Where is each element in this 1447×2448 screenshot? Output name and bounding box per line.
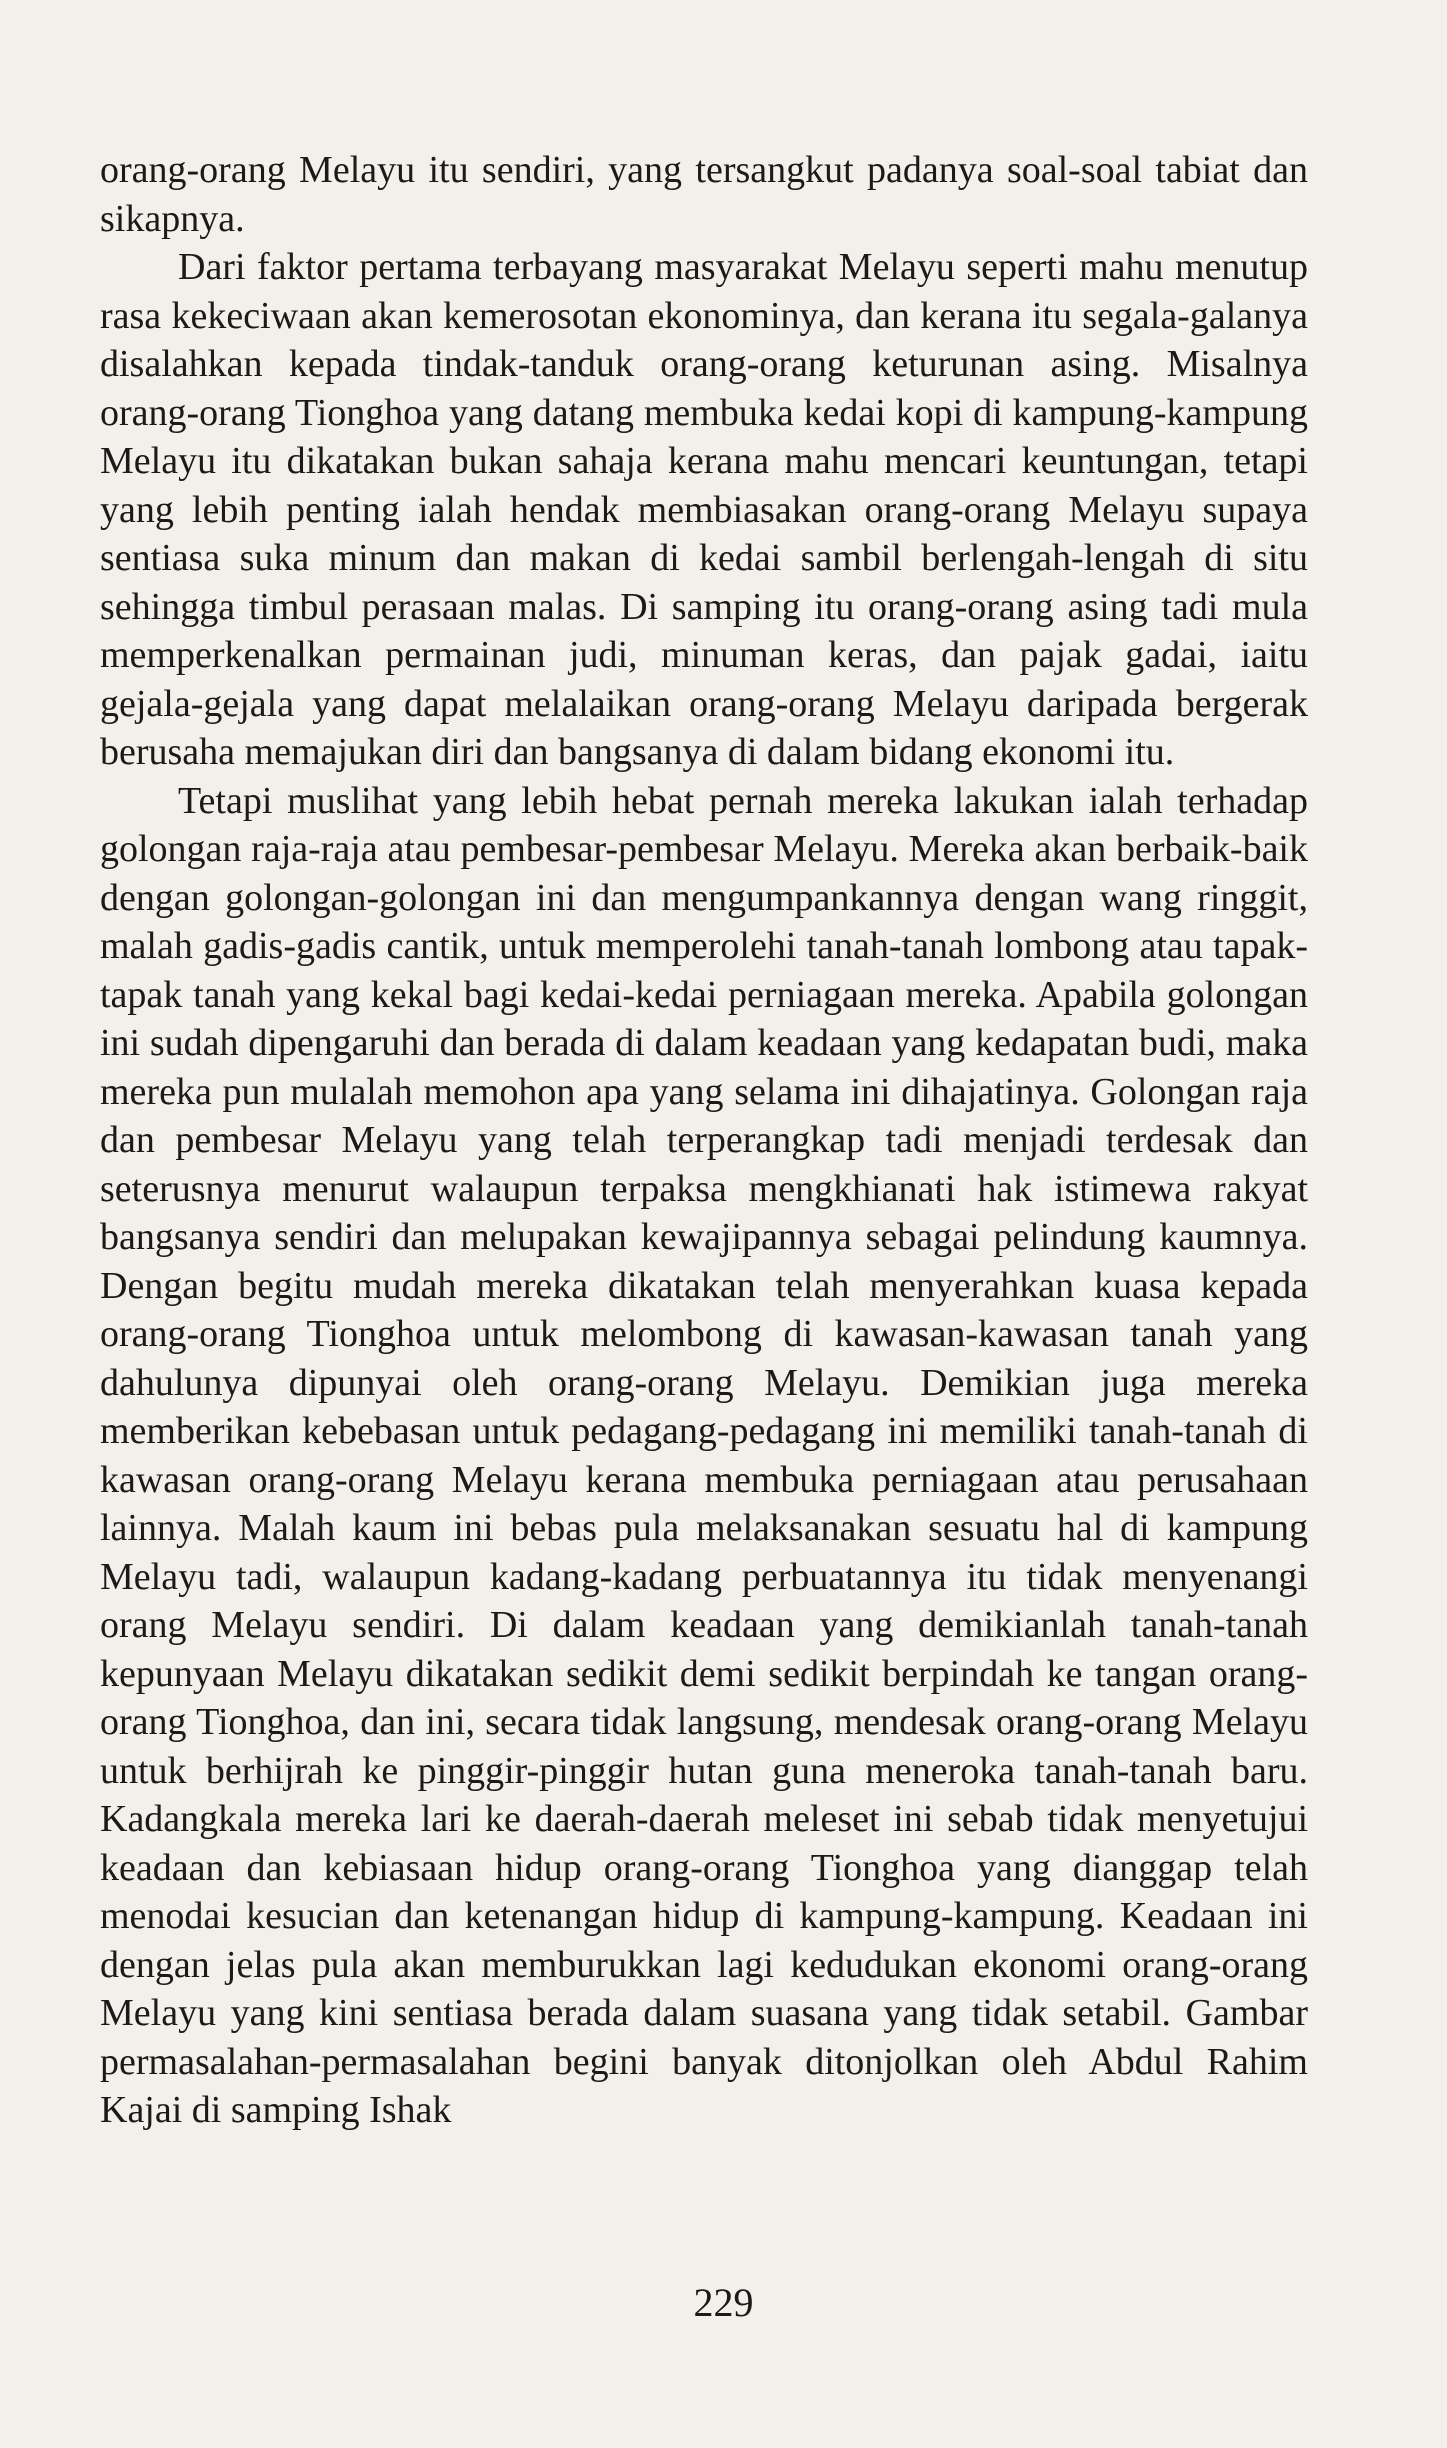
body-text xyxy=(100,146,1308,2135)
paragraph-3: Tetapi muslihat yang lebih hebat pernah mereka lakukan ialah terhadap golongan raja-raja atau pembesar-pembesar Melayu. Mereka akan berbaik-baik dengan golongan-golongan ini dan mengumpankannya dengan wang ringgit, malah gadis-gadis cantik, untuk memperolehi tanah-tanah lombong atau tapak-tapak tanah yang kekal bagi kedai-kedai perniagaan mereka. Apabila golongan ini sudah dipengaruhi dan berada di dalam keadaan yang kedapatan budi, maka mereka pun mulalah memohon apa yang selama ini dihajatinya. Golongan raja dan pembesar Melayu yang telah terperangkap tadi menjadi terdesak dan seterusnya menurut walaupun terpaksa mengkhianati hak istimewa rakyat bangsanya sendiri dan melupakan kewajipannya sebagai pelindung kaumnya. Dengan begitu mudah mereka dikatakan telah menyerahkan kuasa kepada orang-orang Tionghoa untuk melombong di kawasan-kawasan tanah yang dahulunya dipunyai oleh orang-orang Melayu. Demikian juga mereka memberikan kebebasan untuk pedagang-pedagang ini memiliki tanah-tanah di kawasan orang-orang Melayu kerana membuka perniagaan atau perusahaan lainnya. Malah kaum ini bebas pula melaksanakan sesuatu hal di kampung Melayu tadi, walaupun kadang-kadang perbuatannya itu tidak menyenangi orang Melayu sendiri. Di dalam keadaan yang demikianlah tanah-tanah kepunyaan Melayu dikatakan sedikit demi sedikit berpindah ke tangan orang-orang Tionghoa, dan ini, secara tidak langsung, mendesak orang-orang Melayu untuk berhijrah ke pinggir-pinggir hutan guna meneroka tanah-tanah baru. Kadangkala mereka lari ke daerah-daerah meleset ini sebab tidak menyetujui keadaan dan kebiasaan hidup orang-orang Tionghoa yang dianggap telah menodai kesucian dan ketenangan hidup di kampung-kampung. Keadaan ini dengan jelas pula akan memburukkan lagi kedudukan ekonomi orang-orang Melayu yang kini sentiasa berada dalam suasana yang tidak setabil. Gambar permasalahan-permasalahan begini banyak ditonjolkan oleh Abdul Rahim Kajai di samping Ishak xyxy=(100,779,1308,2131)
paragraph-2: Dari faktor pertama terbayang masyarakat Melayu seperti mahu menutup rasa kekeciwaan akan kemerosotan ekonominya, dan kerana itu segala-galanya disalahkan kepada tindak-tanduk orang-orang keturunan asing. Misalnya orang-orang Tionghoa yang datang membuka kedai kopi di kampung-kampung Melayu itu dikatakan bukan sahaja kerana mahu mencari keuntungan, tetapi yang lebih penting ialah hendak membiasakan orang-orang Melayu supaya sentiasa suka minum dan makan di kedai sambil berlengah-lengah di situ sehingga timbul perasaan malas. Di samping itu orang-orang asing tadi mula memperkenalkan permainan judi, minuman keras, dan pajak gadai, iaitu gejala-gejala yang dapat melalaikan orang-orang Melayu daripada bergerak berusaha memajukan diri dan bangsanya di dalam bidang ekonomi itu. xyxy=(100,246,1308,773)
page-number: 229 xyxy=(693,2280,754,2325)
paragraph-1: orang-orang Melayu itu sendiri, yang tersangkut padanya soal-soal tabiat dan sikapnya. xyxy=(100,149,1308,240)
